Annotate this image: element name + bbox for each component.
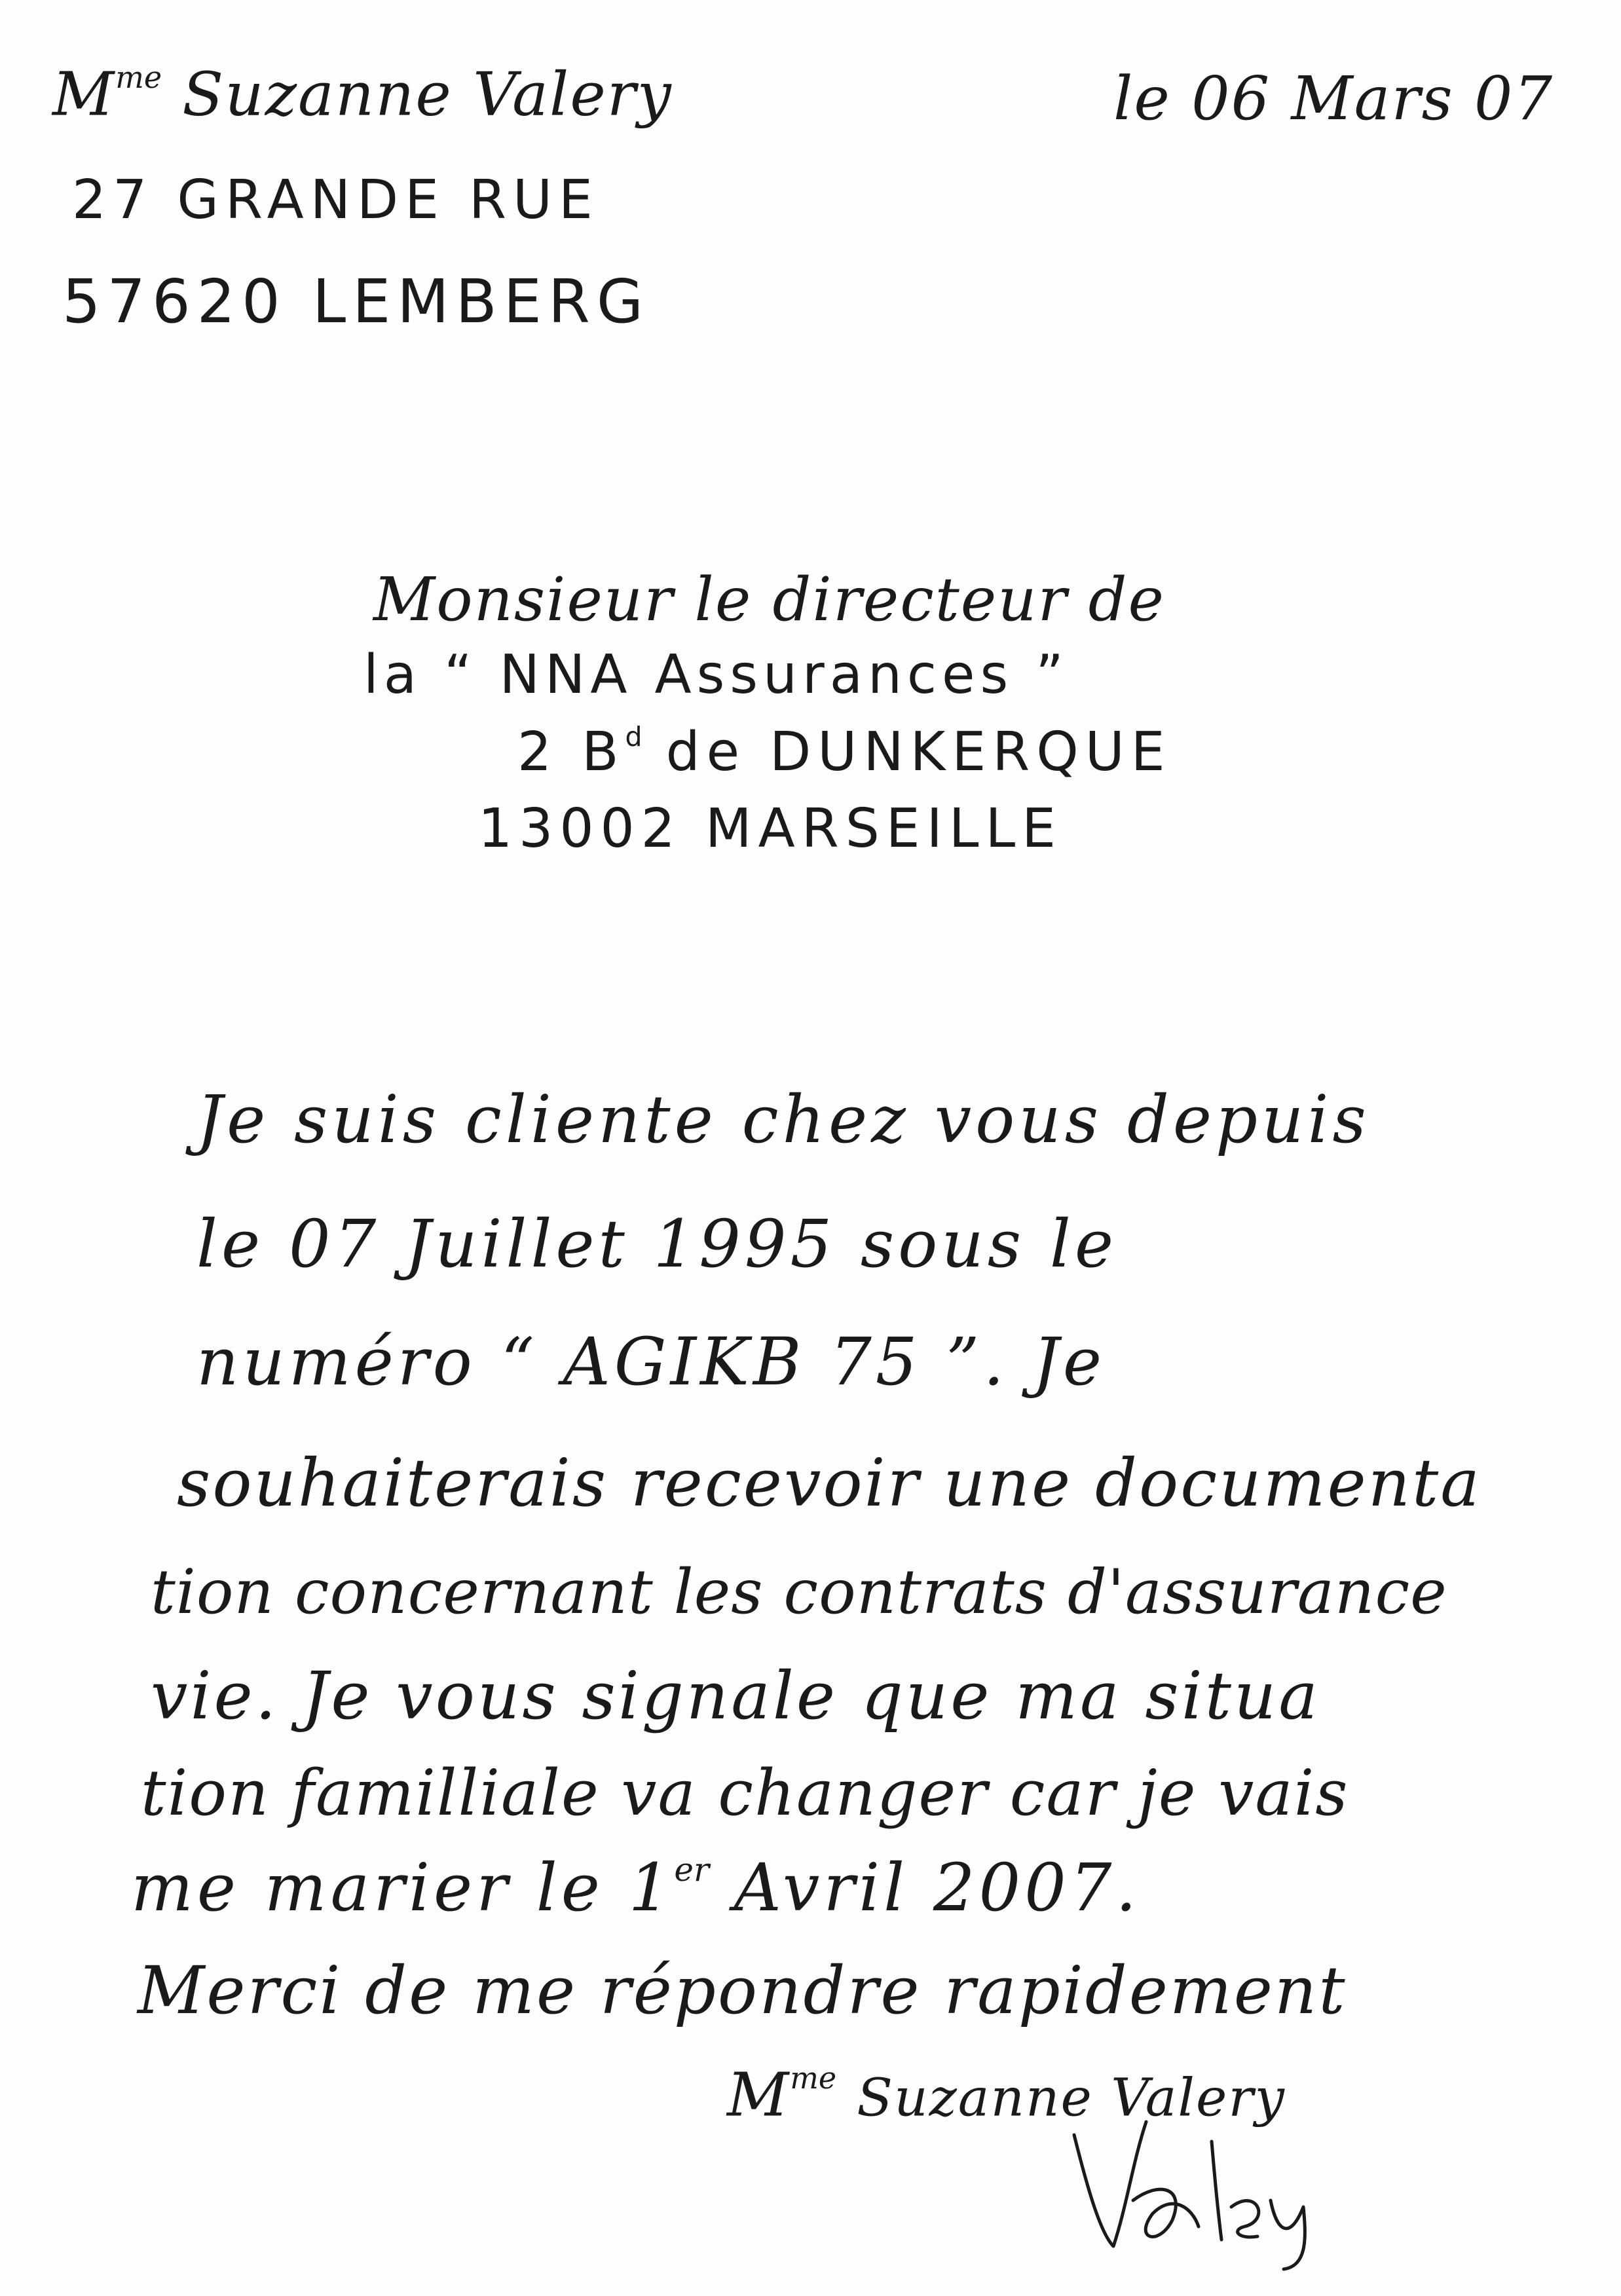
letter-date: le 06 Mars 07	[1113, 64, 1554, 134]
recipient-line-4: 13002 MARSEILLE	[478, 798, 1062, 860]
body-line-7: tion familliale va changer car je vais	[141, 1756, 1349, 1830]
recipient-line-3-rest: de DUNKERQUE	[642, 720, 1172, 783]
sender-street: 27 GRANDE RUE	[72, 169, 599, 231]
sender-name	[52, 59, 673, 130]
body-line-1: Je suis cliente chez vous depuis	[196, 1081, 1370, 1158]
sender-city: 57620 LEMBERG	[62, 267, 650, 337]
recipient-line-1: Monsieur le directeur de	[373, 565, 1166, 635]
closing-title-suffix: me	[790, 2060, 837, 2096]
closing-name-text: Suzanne Valery	[857, 2067, 1286, 2128]
body-line-6: vie. Je vous signale que ma situa	[151, 1657, 1320, 1734]
recipient-line-2: la “ NNA Assurances ”	[363, 644, 1069, 706]
signature	[1061, 2109, 1336, 2272]
recipient-line-3	[517, 720, 1172, 783]
closing-title: M	[727, 2060, 791, 2130]
body-line-3: numéro “ AGIKB 75 ”. Je	[196, 1324, 1106, 1400]
body-line-5: tion concernant les contrats d'assurance	[151, 1557, 1447, 1628]
sender-title: M	[52, 59, 116, 130]
body-line-4: souhaiterais recevoir une documenta	[177, 1445, 1481, 1521]
body-line-8	[131, 1849, 1141, 1926]
body-line-8-rest: Avril 2007.	[709, 1849, 1141, 1926]
recipient-line-3-sup: d	[625, 721, 643, 752]
body-line-8-sup: er	[674, 1851, 709, 1889]
sender-title-suffix: me	[115, 60, 162, 95]
recipient-line-3-prefix: 2 B	[517, 720, 625, 783]
body-line-2: le 07 Juillet 1995 sous le	[196, 1206, 1118, 1282]
sender-name-text: Suzanne Valery	[182, 59, 673, 130]
body-line-8-prefix: me marier le 1	[131, 1849, 675, 1926]
body-line-9: Merci de me répondre rapidement	[138, 1952, 1347, 2029]
signature-stroke	[1074, 2122, 1305, 2269]
